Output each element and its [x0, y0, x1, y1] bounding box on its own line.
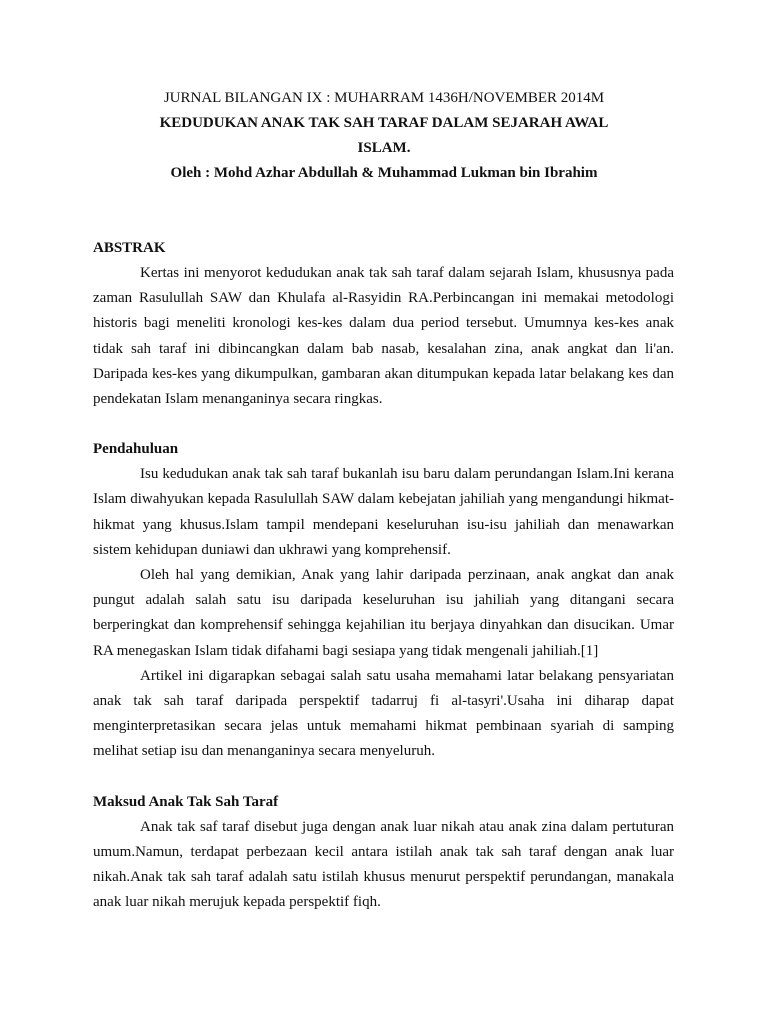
abstract-paragraph: Kertas ini menyorot kedudukan anak tak sah taraf dalam sejarah Islam, khususnya pada zaman Rasulullah SAW dan Khulafa al-Rasyidin RA.Perbincangan ini memakai metodologi historis bagi meneliti kronologi kes-kes dalam dua period tersebut. Umumnya kes-kes anak tidak sah taraf ini dibincangkan dalam bab nasab, kesalahan zina, anak angkat dan li'an. Daripada kes-kes yang dikumpulkan, gambaran akan ditumpukan kepada latar belakang kes dan pendekatan Islam menanganinya secara ringkas. — [93, 265, 674, 408]
paper-header — [0, 86, 768, 186]
authors-line: Oleh : Mohd Azhar Abdullah & Muhammad Lukman bin Ibrahim — [170, 165, 598, 181]
introduction-paragraph-1: Isu kedudukan anak tak sah taraf bukanlah isu baru dalam perundangan Islam.Ini kerana Islam diwahyukan kepada Rasulullah SAW dalam kebejatan jahiliah yang mengandungi hikmat-hikmat yang khusus.Islam tampil mendepani keseluruhan isu-isu jahiliah dan menawarkan sistem kehidupan duniawi dan ukhrawi yang komprehensif. — [93, 466, 674, 558]
title-line-1: KEDUDUKAN ANAK TAK SAH TARAF DALAM SEJARAH AWAL — [159, 115, 609, 131]
definition-heading: Maksud Anak Tak Sah Taraf — [93, 793, 279, 810]
abstract-heading: ABSTRAK — [93, 240, 166, 256]
introduction-paragraph-3: Artikel ini digarapkan sebagai salah satu usaha memahami latar belakang pensyariatan anak tak sah taraf daripada perspektif tadarruj fi al-tasyri'.Usaha ini diharap dapat menginterpretasikan secara jelas untuk memahami hikmat pembinaan syariah di samping melihat setiap isu dan menanganinya secara menyeluruh. — [93, 667, 674, 760]
definition-paragraph: Anak tak saf taraf disebut juga dengan anak luar nikah atau anak zina dalam pertuturan umum.Namun, terdapat perbezaan kecil antara istilah anak tak sah taraf dengan anak luar nikah.Anak tak sah taraf adalah satu istilah khusus menurut perspektif perundangan, manakala anak luar nikah merujuk kepada perspektif fiqh. — [93, 818, 674, 911]
definition-section — [93, 790, 674, 916]
abstract-section — [93, 236, 674, 412]
title-line-2: ISLAM. — [357, 140, 411, 156]
paper-body — [93, 236, 674, 915]
journal-line: JURNAL BILANGAN IX : MUHARRAM 1436H/NOVEMBER 2014M — [163, 90, 605, 106]
introduction-heading: Pendahuluan — [93, 441, 179, 458]
introduction-section — [93, 437, 674, 764]
introduction-paragraph-2: Oleh hal yang demikian, Anak yang lahir daripada perzinaan, anak angkat dan anak pungut adalah salah satu isu daripada keseluruhan isu jahiliah yang ditangani secara berperingkat dan komprehensif sehingga kejahilian itu berjaya dinyahkan dan disucikan. Umar RA menegaskan Islam tidak difahami bagi sesiapa yang tidak mengenali jahiliah.[1] — [93, 567, 674, 659]
